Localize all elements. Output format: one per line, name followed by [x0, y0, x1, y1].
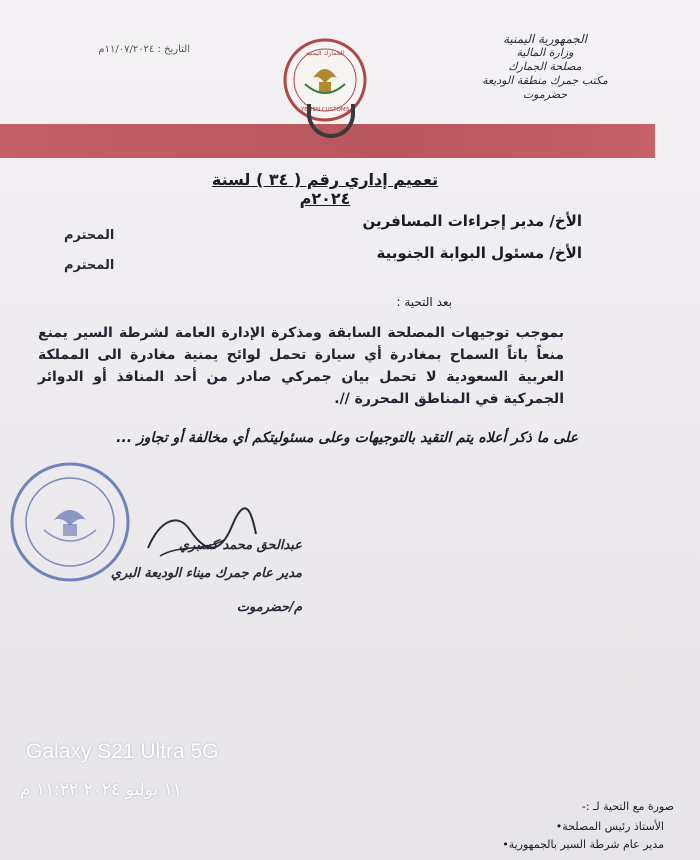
- signatory-name: عبدالحق محمد كسبري: [178, 538, 302, 553]
- cc-item: الأستاذ رئيس المصلحة •: [494, 818, 664, 836]
- letterhead-line: وزارة المالية: [516, 46, 574, 59]
- logo-arabic-text: الجمارك اليمنية: [305, 50, 345, 57]
- letterhead-line: مصلحة الجمارك: [508, 60, 582, 73]
- addressee-line: الأخ/ مسئول البوابة الجنوبية: [376, 244, 582, 262]
- letterhead-line: حضرموت: [522, 88, 568, 101]
- greeting: بعد التحية :: [396, 295, 452, 309]
- signatory-place: م/حضرموت: [236, 600, 302, 615]
- addressee-line: الأخ/ مدير إجراءات المسافرين: [362, 212, 582, 230]
- circular-title: تعميم إداري رقم ( ٣٤ ) لسنة ٢٠٢٤م: [211, 170, 439, 208]
- respect-label: المحترم: [64, 228, 115, 243]
- closing-line: على ما ذكر أعلاه يتم التقيد بالتوجيهات وعلى مسئوليتكم أي مخالفة أو تجاوز ...: [116, 430, 578, 446]
- signature-icon: [140, 500, 260, 570]
- letterhead-right: [470, 32, 620, 102]
- body-paragraph: بموجب توجيهات المصلحة السابقة ومذكرة الإدارة العامة لشرطة السير يمنع منعاً باتاً السماح بمغادرة أي سيارة تحمل لوائح يمنية مغادرة الى المملكة العربية السعودية لا تحمل بيان جمركي صادر من أحد المنافذ أو الدوائر الجمركية في المناطق المحررة //.: [38, 325, 564, 407]
- letterhead-line: الجمهورية اليمنية: [502, 32, 587, 46]
- logo-english-text: YEMEN CUSTOMS: [300, 107, 350, 113]
- camera-watermark: Galaxy S21 Ultra 5G: [26, 740, 219, 763]
- letterhead-line: مكتب جمرك منطقة الوديعة: [482, 74, 608, 87]
- cc-list: [494, 818, 664, 854]
- respect-label: المحترم: [64, 258, 115, 273]
- signatory-title: مدير عام جمرك ميناء الوديعة البري: [110, 566, 302, 581]
- document-date: التاريخ : ١١/٠٧/٢٠٢٤م: [98, 44, 190, 55]
- camera-timestamp: ١١ يوليو ٢٠٢٤ ١١:٢٢ م: [20, 780, 182, 800]
- cc-item: مدير عام شرطة السير بالجمهورية •: [494, 836, 664, 854]
- cc-title: صورة مع التحية لـ :-: [581, 800, 674, 813]
